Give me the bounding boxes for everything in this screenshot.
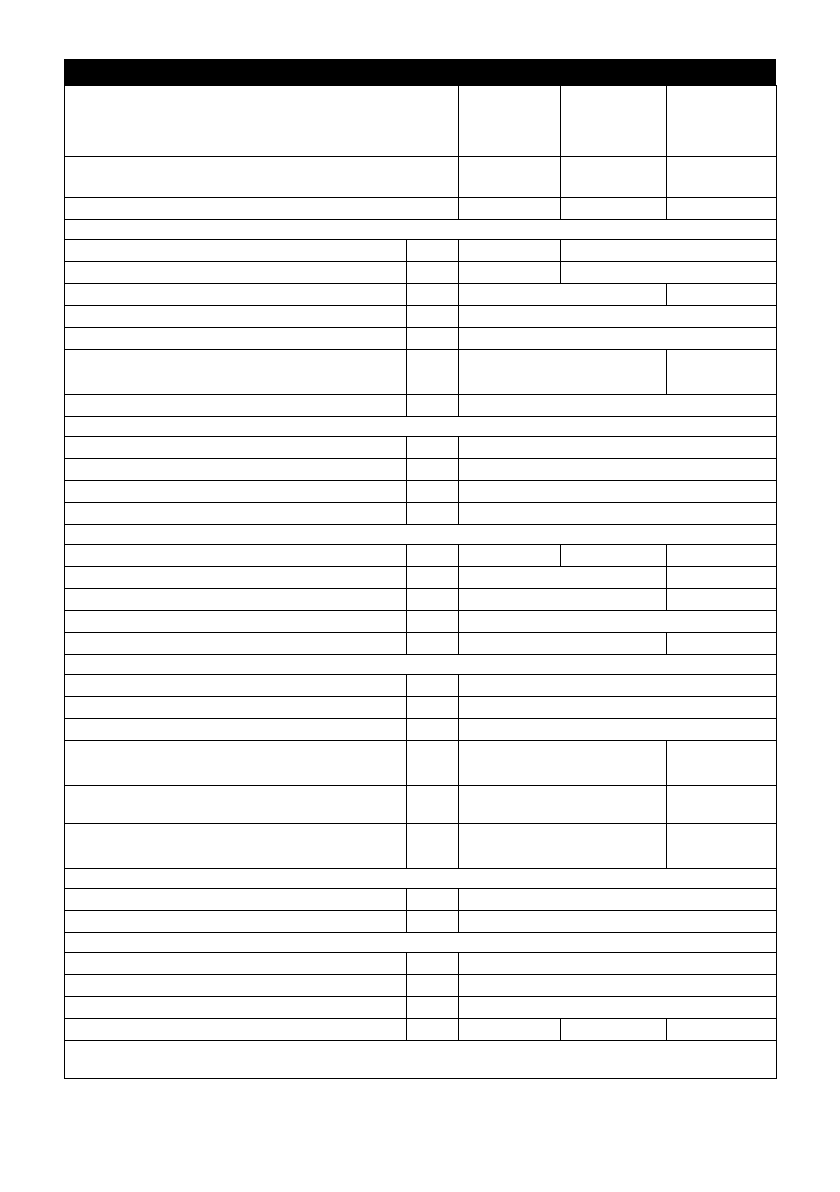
row-value: [459, 545, 561, 567]
header-label-cell: [65, 86, 459, 157]
section-heading-row: [65, 869, 777, 889]
row-value: [667, 567, 777, 589]
row-value: [459, 997, 777, 1019]
header-col2-cell: [561, 86, 667, 157]
row-label: [65, 481, 407, 503]
row-unit: [407, 953, 459, 975]
table-row: [65, 889, 777, 911]
row-value: [459, 567, 667, 589]
row-label: [65, 889, 407, 911]
row-value: [459, 675, 777, 697]
table-row: [65, 975, 777, 997]
row-value: [667, 1019, 777, 1041]
row-label: [65, 911, 407, 933]
section-heading-row: [65, 655, 777, 675]
header-col3-cell: [667, 157, 777, 198]
row-unit: [407, 824, 459, 869]
row-value: [459, 306, 777, 328]
row-unit: [407, 633, 459, 655]
row-value: [459, 975, 777, 997]
header-col1-cell: [459, 86, 561, 157]
table-footer-row: [65, 1041, 777, 1079]
table-row: [65, 284, 777, 306]
row-unit: [407, 545, 459, 567]
row-label: [65, 262, 407, 284]
row-value: [459, 350, 667, 395]
row-unit: [407, 306, 459, 328]
row-value: [459, 481, 777, 503]
table-row: [65, 697, 777, 719]
header-col3-cell: [667, 86, 777, 157]
row-unit: [407, 567, 459, 589]
row-unit: [407, 328, 459, 350]
row-label: [65, 675, 407, 697]
row-label: [65, 306, 407, 328]
row-value: [561, 1019, 667, 1041]
table-row: [65, 395, 777, 417]
row-value: [459, 395, 777, 417]
row-value: [459, 611, 777, 633]
row-unit: [407, 437, 459, 459]
row-unit: [407, 675, 459, 697]
row-value: [667, 589, 777, 611]
header-col1-cell: [459, 157, 561, 198]
row-value: [459, 786, 667, 824]
row-value: [459, 824, 667, 869]
row-label: [65, 328, 407, 350]
row-value: [459, 911, 777, 933]
table-row: [65, 824, 777, 869]
table-row: [65, 503, 777, 525]
row-unit: [407, 240, 459, 262]
row-value: [459, 262, 561, 284]
row-label: [65, 350, 407, 395]
row-label: [65, 459, 407, 481]
row-label: [65, 503, 407, 525]
header-col2-cell: [561, 198, 667, 220]
row-unit: [407, 481, 459, 503]
row-unit: [407, 719, 459, 741]
row-label: [65, 824, 407, 869]
section-heading: [65, 655, 777, 675]
row-label: [65, 786, 407, 824]
row-value: [459, 953, 777, 975]
row-value: [667, 350, 777, 395]
row-label: [65, 284, 407, 306]
row-label: [65, 611, 407, 633]
section-heading: [65, 869, 777, 889]
row-value: [459, 633, 667, 655]
row-label: [65, 997, 407, 1019]
row-value: [667, 786, 777, 824]
row-unit: [407, 741, 459, 786]
header-label-cell: [65, 157, 459, 198]
row-value: [561, 545, 667, 567]
section-heading-row: [65, 220, 777, 240]
header-col3-cell: [667, 198, 777, 220]
header-col1-cell: [459, 198, 561, 220]
row-value: [667, 284, 777, 306]
table-row: [65, 545, 777, 567]
row-label: [65, 545, 407, 567]
table-row: [65, 611, 777, 633]
table-row: [65, 262, 777, 284]
table-row: [65, 240, 777, 262]
row-label: [65, 437, 407, 459]
table-row: [65, 911, 777, 933]
row-value: [667, 545, 777, 567]
table-header-row: [65, 198, 777, 220]
row-unit: [407, 350, 459, 395]
row-label: [65, 589, 407, 611]
row-value: [459, 589, 667, 611]
row-label: [65, 240, 407, 262]
row-value: [459, 719, 777, 741]
row-unit: [407, 697, 459, 719]
row-label: [65, 975, 407, 997]
footer-note: [65, 1041, 777, 1079]
table-row: [65, 1019, 777, 1041]
table-header-row: [65, 157, 777, 198]
row-label: [65, 1019, 407, 1041]
row-unit: [407, 284, 459, 306]
row-unit: [407, 395, 459, 417]
row-value: [667, 741, 777, 786]
table-row: [65, 350, 777, 395]
header-col2-cell: [561, 157, 667, 198]
row-value: [459, 503, 777, 525]
table-row: [65, 675, 777, 697]
row-label: [65, 633, 407, 655]
section-heading-row: [65, 525, 777, 545]
table-row: [65, 719, 777, 741]
row-value: [667, 824, 777, 869]
row-unit: [407, 262, 459, 284]
table-row: [65, 328, 777, 350]
row-label: [65, 697, 407, 719]
row-unit: [407, 589, 459, 611]
table-row: [65, 997, 777, 1019]
row-unit: [407, 1019, 459, 1041]
row-unit: [407, 786, 459, 824]
row-label: [65, 719, 407, 741]
row-unit: [407, 503, 459, 525]
row-label: [65, 567, 407, 589]
row-value: [561, 262, 777, 284]
specification-table: [64, 85, 777, 1079]
section-heading-row: [65, 417, 777, 437]
header-label-cell: [65, 198, 459, 220]
table-row: [65, 953, 777, 975]
row-unit: [407, 975, 459, 997]
section-heading: [65, 525, 777, 545]
row-value: [459, 889, 777, 911]
row-value: [459, 459, 777, 481]
section-heading: [65, 417, 777, 437]
table-row: [65, 589, 777, 611]
table-row: [65, 567, 777, 589]
row-label: [65, 395, 407, 417]
row-value: [459, 284, 667, 306]
table-row: [65, 481, 777, 503]
row-value: [459, 437, 777, 459]
table-row: [65, 437, 777, 459]
row-value: [459, 1019, 561, 1041]
row-value: [561, 240, 777, 262]
table-row: [65, 633, 777, 655]
table-row: [65, 459, 777, 481]
row-value: [459, 697, 777, 719]
row-value: [459, 240, 561, 262]
row-unit: [407, 911, 459, 933]
table-row: [65, 741, 777, 786]
row-value: [459, 328, 777, 350]
row-label: [65, 741, 407, 786]
table-row: [65, 306, 777, 328]
row-value: [667, 633, 777, 655]
title-bar: [64, 59, 776, 85]
row-unit: [407, 459, 459, 481]
table-row: [65, 786, 777, 824]
row-value: [459, 741, 667, 786]
section-heading: [65, 220, 777, 240]
row-unit: [407, 889, 459, 911]
section-heading-row: [65, 933, 777, 953]
row-unit: [407, 997, 459, 1019]
table-header-row: [65, 86, 777, 157]
row-label: [65, 953, 407, 975]
section-heading: [65, 933, 777, 953]
spec-sheet: [64, 59, 776, 1079]
row-unit: [407, 611, 459, 633]
